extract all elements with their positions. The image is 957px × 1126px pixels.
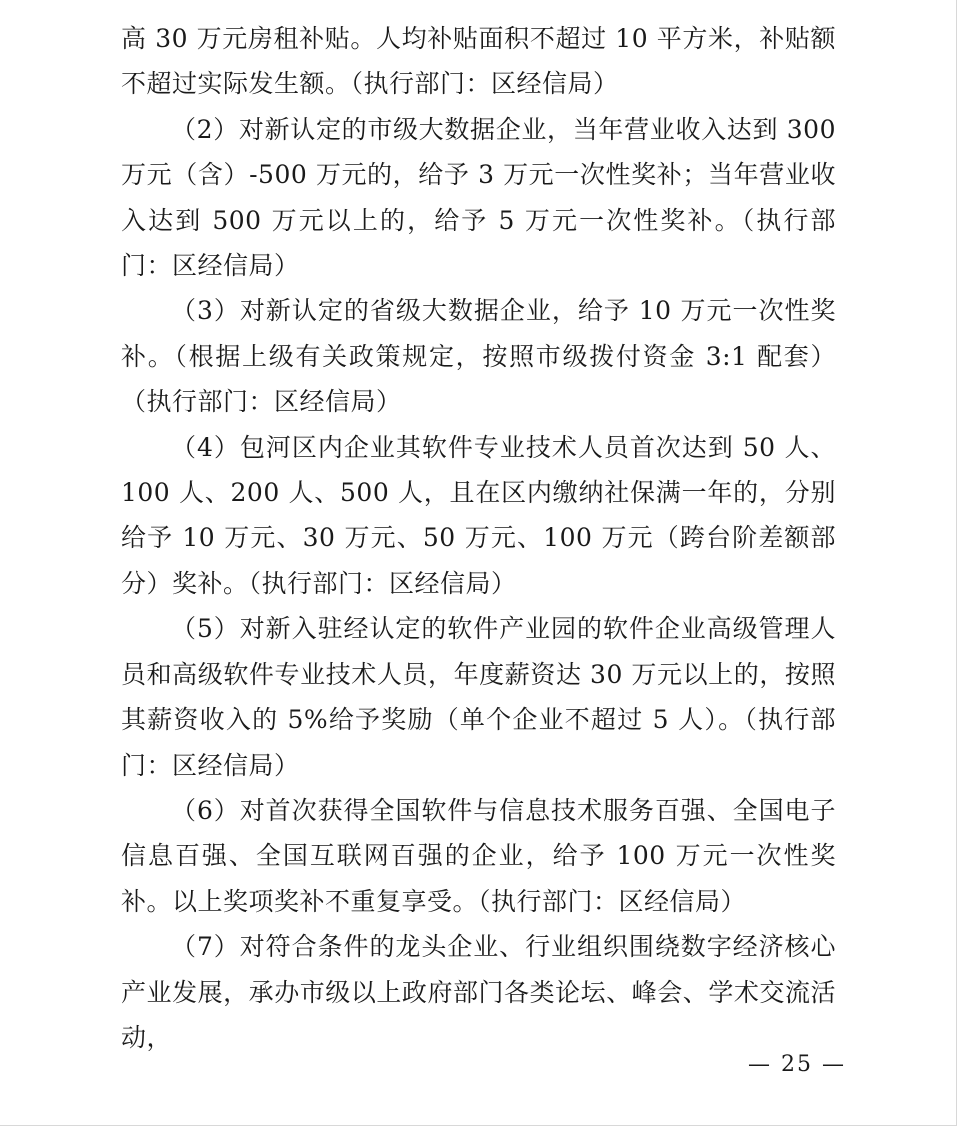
paragraph-item-2: （2）对新认定的市级大数据企业，当年营业收入达到 300 万元（含）-500 万元的，给予 3 万元一次性奖补；当年营业收入达到 500 万元以上的，给予 5 万元一次性奖补。（执行部门：区经信局） (121, 114, 836, 281)
paragraph-continuation: 高 30 万元房租补贴。人均补贴面积不超过 10 平方米，补贴额不超过实际发生额。（执行部门：区经信局） (121, 24, 836, 99)
page-number: — 25 — (748, 1052, 846, 1077)
paragraph-item-4: （4）包河区内企业其软件专业技术人员首次达到 50 人、100 人、200 人、500 人，且在区内缴纳社保满一年的，分别给予 10 万元、30 万元、50 万元、100 万元（跨台阶差额部分）奖补。（执行部门：区经信局） (121, 432, 836, 598)
document-body (121, 16, 836, 1060)
paragraph-item-7: （7）对符合条件的龙头企业、行业组织围绕数字经济核心产业发展，承办市级以上政府部门各类论坛、峰会、学术交流活动， (121, 932, 836, 1052)
paragraph-item-3: （3）对新认定的省级大数据企业，给予 10 万元一次性奖补。（根据上级有关政策规定，按照市级拨付资金 3:1 配套）（执行部门：区经信局） (121, 296, 836, 417)
paragraph-item-5: （5）对新入驻经认定的软件产业园的软件企业高级管理人员和高级软件专业技术人员，年度薪资达 30 万元以上的，按照其薪资收入的 5%给予奖励（单个企业不超过 5 人）。（执行部门：区经信局） (121, 614, 836, 780)
paragraph-item-6: （6）对首次获得全国软件与信息技术服务百强、全国电子信息百强、全国互联网百强的企业，给予 100 万元一次性奖补。以上奖项奖补不重复享受。（执行部门：区经信局） (121, 795, 836, 916)
